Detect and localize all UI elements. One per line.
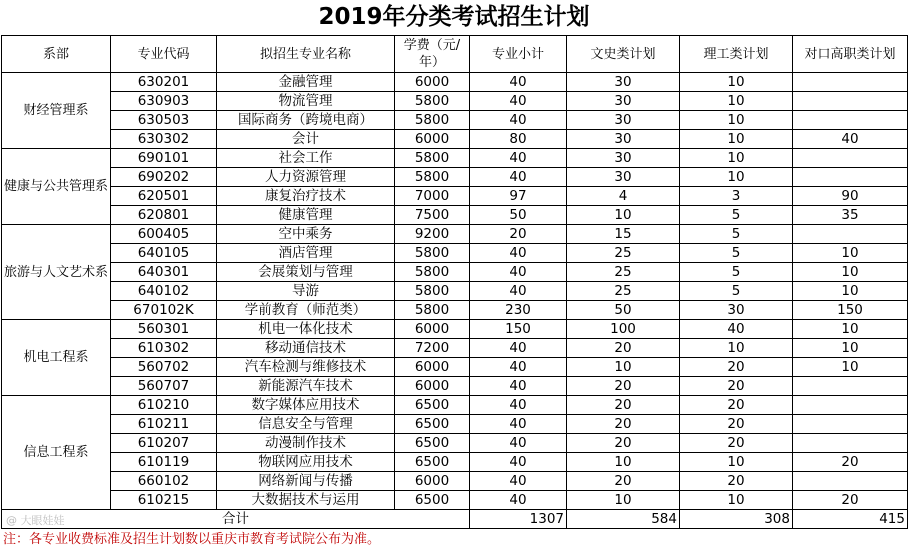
cell-science: 20	[680, 472, 793, 491]
cell-arts: 25	[567, 282, 680, 301]
table-row	[2, 187, 908, 206]
cell-subtotal: 97	[470, 187, 567, 206]
cell-science: 10	[680, 130, 793, 149]
cell-fee: 5800	[395, 301, 470, 320]
cell-vocational	[793, 92, 908, 111]
cell-arts: 10	[567, 453, 680, 472]
cell-science: 20	[680, 377, 793, 396]
cell-arts: 30	[567, 73, 680, 92]
cell-name: 汽车检测与维修技术	[217, 358, 395, 377]
cell-fee: 6500	[395, 491, 470, 510]
table-row	[2, 396, 908, 415]
cell-code: 610215	[111, 491, 217, 510]
table-header-row	[2, 36, 908, 73]
table-row	[2, 244, 908, 263]
cell-arts: 50	[567, 301, 680, 320]
dept-cell: 信息工程系	[2, 396, 111, 510]
cell-science: 3	[680, 187, 793, 206]
cell-subtotal: 40	[470, 92, 567, 111]
cell-vocational: 10	[793, 358, 908, 377]
cell-vocational: 10	[793, 244, 908, 263]
table-row	[2, 301, 908, 320]
cell-code: 610207	[111, 434, 217, 453]
cell-subtotal: 40	[470, 396, 567, 415]
cell-fee: 5800	[395, 244, 470, 263]
table-row	[2, 415, 908, 434]
cell-code: 640301	[111, 263, 217, 282]
cell-code: 660102	[111, 472, 217, 491]
cell-name: 健康管理	[217, 206, 395, 225]
cell-subtotal: 40	[470, 111, 567, 130]
cell-vocational: 20	[793, 491, 908, 510]
cell-vocational: 10	[793, 339, 908, 358]
cell-subtotal: 40	[470, 339, 567, 358]
cell-science: 5	[680, 206, 793, 225]
table-row	[2, 320, 908, 339]
cell-name: 金融管理	[217, 73, 395, 92]
cell-vocational: 35	[793, 206, 908, 225]
cell-science: 10	[680, 111, 793, 130]
cell-subtotal: 40	[470, 434, 567, 453]
cell-fee: 6500	[395, 396, 470, 415]
cell-code: 610211	[111, 415, 217, 434]
cell-science: 5	[680, 244, 793, 263]
cell-vocational: 20	[793, 453, 908, 472]
cell-fee: 5800	[395, 149, 470, 168]
cell-arts: 30	[567, 92, 680, 111]
cell-science: 5	[680, 282, 793, 301]
cell-fee: 7500	[395, 206, 470, 225]
cell-name: 导游	[217, 282, 395, 301]
enrollment-plan-table	[1, 35, 908, 529]
header-arts: 文史类计划	[567, 36, 680, 73]
total-row	[2, 510, 908, 529]
cell-fee: 7000	[395, 187, 470, 206]
cell-vocational: 10	[793, 263, 908, 282]
cell-subtotal: 50	[470, 206, 567, 225]
cell-name: 康复治疗技术	[217, 187, 395, 206]
dept-cell: 机电工程系	[2, 320, 111, 396]
cell-code: 560707	[111, 377, 217, 396]
table-row	[2, 73, 908, 92]
cell-science: 20	[680, 415, 793, 434]
cell-subtotal: 40	[470, 282, 567, 301]
cell-fee: 6000	[395, 130, 470, 149]
cell-arts: 20	[567, 434, 680, 453]
cell-arts: 20	[567, 377, 680, 396]
cell-subtotal: 40	[470, 168, 567, 187]
cell-arts: 20	[567, 472, 680, 491]
cell-science: 10	[680, 453, 793, 472]
cell-arts: 25	[567, 263, 680, 282]
cell-name: 酒店管理	[217, 244, 395, 263]
total-arts: 584	[567, 510, 680, 529]
cell-vocational	[793, 149, 908, 168]
cell-name: 移动通信技术	[217, 339, 395, 358]
cell-fee: 6500	[395, 434, 470, 453]
cell-fee: 6000	[395, 73, 470, 92]
cell-code: 630903	[111, 92, 217, 111]
cell-science: 30	[680, 301, 793, 320]
cell-subtotal: 230	[470, 301, 567, 320]
cell-code: 640105	[111, 244, 217, 263]
cell-science: 5	[680, 263, 793, 282]
table-row	[2, 339, 908, 358]
cell-fee: 6500	[395, 415, 470, 434]
cell-subtotal: 40	[470, 472, 567, 491]
cell-arts: 4	[567, 187, 680, 206]
table-row	[2, 472, 908, 491]
cell-code: 630503	[111, 111, 217, 130]
cell-vocational	[793, 472, 908, 491]
dept-cell: 健康与公共管理系	[2, 149, 111, 225]
cell-name: 空中乘务	[217, 225, 395, 244]
cell-code: 640102	[111, 282, 217, 301]
table-row	[2, 149, 908, 168]
cell-code: 690202	[111, 168, 217, 187]
table-row	[2, 358, 908, 377]
cell-subtotal: 40	[470, 73, 567, 92]
cell-arts: 10	[567, 206, 680, 225]
header-fee: 学费（元/年）	[395, 36, 470, 73]
cell-subtotal: 40	[470, 377, 567, 396]
cell-subtotal: 40	[470, 263, 567, 282]
cell-vocational	[793, 415, 908, 434]
cell-code: 620801	[111, 206, 217, 225]
watermark: @ 大眼娃娃	[6, 514, 65, 527]
header-science: 理工类计划	[680, 36, 793, 73]
cell-code: 670102K	[111, 301, 217, 320]
cell-subtotal: 150	[470, 320, 567, 339]
cell-vocational: 40	[793, 130, 908, 149]
table-row	[2, 111, 908, 130]
cell-subtotal: 40	[470, 244, 567, 263]
cell-name: 物联网应用技术	[217, 453, 395, 472]
cell-arts: 100	[567, 320, 680, 339]
cell-science: 10	[680, 491, 793, 510]
page-title: 2019年分类考试招生计划	[318, 4, 590, 30]
cell-subtotal: 80	[470, 130, 567, 149]
table-row	[2, 453, 908, 472]
cell-vocational: 10	[793, 282, 908, 301]
header-dept: 系部	[2, 36, 111, 73]
cell-fee: 6000	[395, 320, 470, 339]
cell-name: 人力资源管理	[217, 168, 395, 187]
cell-arts: 30	[567, 168, 680, 187]
table-row	[2, 92, 908, 111]
cell-vocational	[793, 111, 908, 130]
cell-vocational	[793, 225, 908, 244]
cell-name: 网络新闻与传播	[217, 472, 395, 491]
cell-fee: 5800	[395, 168, 470, 187]
cell-arts: 25	[567, 244, 680, 263]
cell-science: 10	[680, 168, 793, 187]
cell-name: 学前教育（师范类）	[217, 301, 395, 320]
cell-arts: 15	[567, 225, 680, 244]
cell-science: 40	[680, 320, 793, 339]
cell-name: 信息安全与管理	[217, 415, 395, 434]
total-vocational: 415	[793, 510, 908, 529]
cell-fee: 6000	[395, 358, 470, 377]
cell-science: 20	[680, 396, 793, 415]
cell-science: 20	[680, 434, 793, 453]
cell-vocational	[793, 168, 908, 187]
cell-code: 690101	[111, 149, 217, 168]
cell-fee: 5800	[395, 263, 470, 282]
cell-code: 610119	[111, 453, 217, 472]
cell-code: 560301	[111, 320, 217, 339]
cell-code: 630302	[111, 130, 217, 149]
cell-subtotal: 40	[470, 415, 567, 434]
cell-code: 610210	[111, 396, 217, 415]
cell-name: 社会工作	[217, 149, 395, 168]
cell-vocational: 90	[793, 187, 908, 206]
cell-code: 600405	[111, 225, 217, 244]
cell-name: 新能源汽车技术	[217, 377, 395, 396]
cell-name: 机电一体化技术	[217, 320, 395, 339]
cell-fee: 5800	[395, 92, 470, 111]
dept-cell: 旅游与人文艺术系	[2, 225, 111, 320]
cell-subtotal: 40	[470, 491, 567, 510]
footnote: 注：各专业收费标准及招生计划数以重庆市教育考试院公布为准。	[3, 532, 381, 547]
cell-name: 会计	[217, 130, 395, 149]
cell-name: 大数据技术与运用	[217, 491, 395, 510]
table-row	[2, 263, 908, 282]
cell-name: 国际商务（跨境电商）	[217, 111, 395, 130]
cell-science: 10	[680, 92, 793, 111]
cell-code: 620501	[111, 187, 217, 206]
header-code: 专业代码	[111, 36, 217, 73]
table-row	[2, 377, 908, 396]
cell-science: 5	[680, 225, 793, 244]
cell-name: 物流管理	[217, 92, 395, 111]
cell-code: 560702	[111, 358, 217, 377]
cell-subtotal: 40	[470, 358, 567, 377]
cell-arts: 10	[567, 491, 680, 510]
cell-vocational: 10	[793, 320, 908, 339]
cell-vocational	[793, 73, 908, 92]
cell-fee: 5800	[395, 111, 470, 130]
total-label: 合计	[2, 510, 470, 529]
cell-name: 数字媒体应用技术	[217, 396, 395, 415]
cell-arts: 20	[567, 396, 680, 415]
cell-fee: 6000	[395, 377, 470, 396]
cell-science: 20	[680, 358, 793, 377]
cell-name: 动漫制作技术	[217, 434, 395, 453]
cell-arts: 30	[567, 130, 680, 149]
table-body	[2, 73, 908, 529]
cell-fee: 5800	[395, 282, 470, 301]
cell-fee: 6000	[395, 472, 470, 491]
cell-name: 会展策划与管理	[217, 263, 395, 282]
table-row	[2, 491, 908, 510]
table-row	[2, 130, 908, 149]
cell-code: 610302	[111, 339, 217, 358]
header-subtotal: 专业小计	[470, 36, 567, 73]
cell-arts: 30	[567, 149, 680, 168]
cell-vocational	[793, 434, 908, 453]
cell-fee: 7200	[395, 339, 470, 358]
table-row	[2, 282, 908, 301]
cell-fee: 6500	[395, 453, 470, 472]
table-row	[2, 225, 908, 244]
cell-science: 10	[680, 339, 793, 358]
cell-subtotal: 40	[470, 149, 567, 168]
total-science: 308	[680, 510, 793, 529]
cell-arts: 30	[567, 111, 680, 130]
total-subtotal: 1307	[470, 510, 567, 529]
cell-code: 630201	[111, 73, 217, 92]
header-vocational: 对口高职类计划	[793, 36, 908, 73]
table-row	[2, 206, 908, 225]
cell-science: 10	[680, 149, 793, 168]
cell-arts: 10	[567, 358, 680, 377]
cell-arts: 20	[567, 415, 680, 434]
cell-science: 10	[680, 73, 793, 92]
cell-vocational	[793, 377, 908, 396]
cell-subtotal: 20	[470, 225, 567, 244]
cell-arts: 20	[567, 339, 680, 358]
table-row	[2, 434, 908, 453]
cell-vocational: 150	[793, 301, 908, 320]
dept-cell: 财经管理系	[2, 73, 111, 149]
table-row	[2, 168, 908, 187]
cell-subtotal: 40	[470, 453, 567, 472]
header-name: 拟招生专业名称	[217, 36, 395, 73]
cell-fee: 9200	[395, 225, 470, 244]
cell-vocational	[793, 396, 908, 415]
